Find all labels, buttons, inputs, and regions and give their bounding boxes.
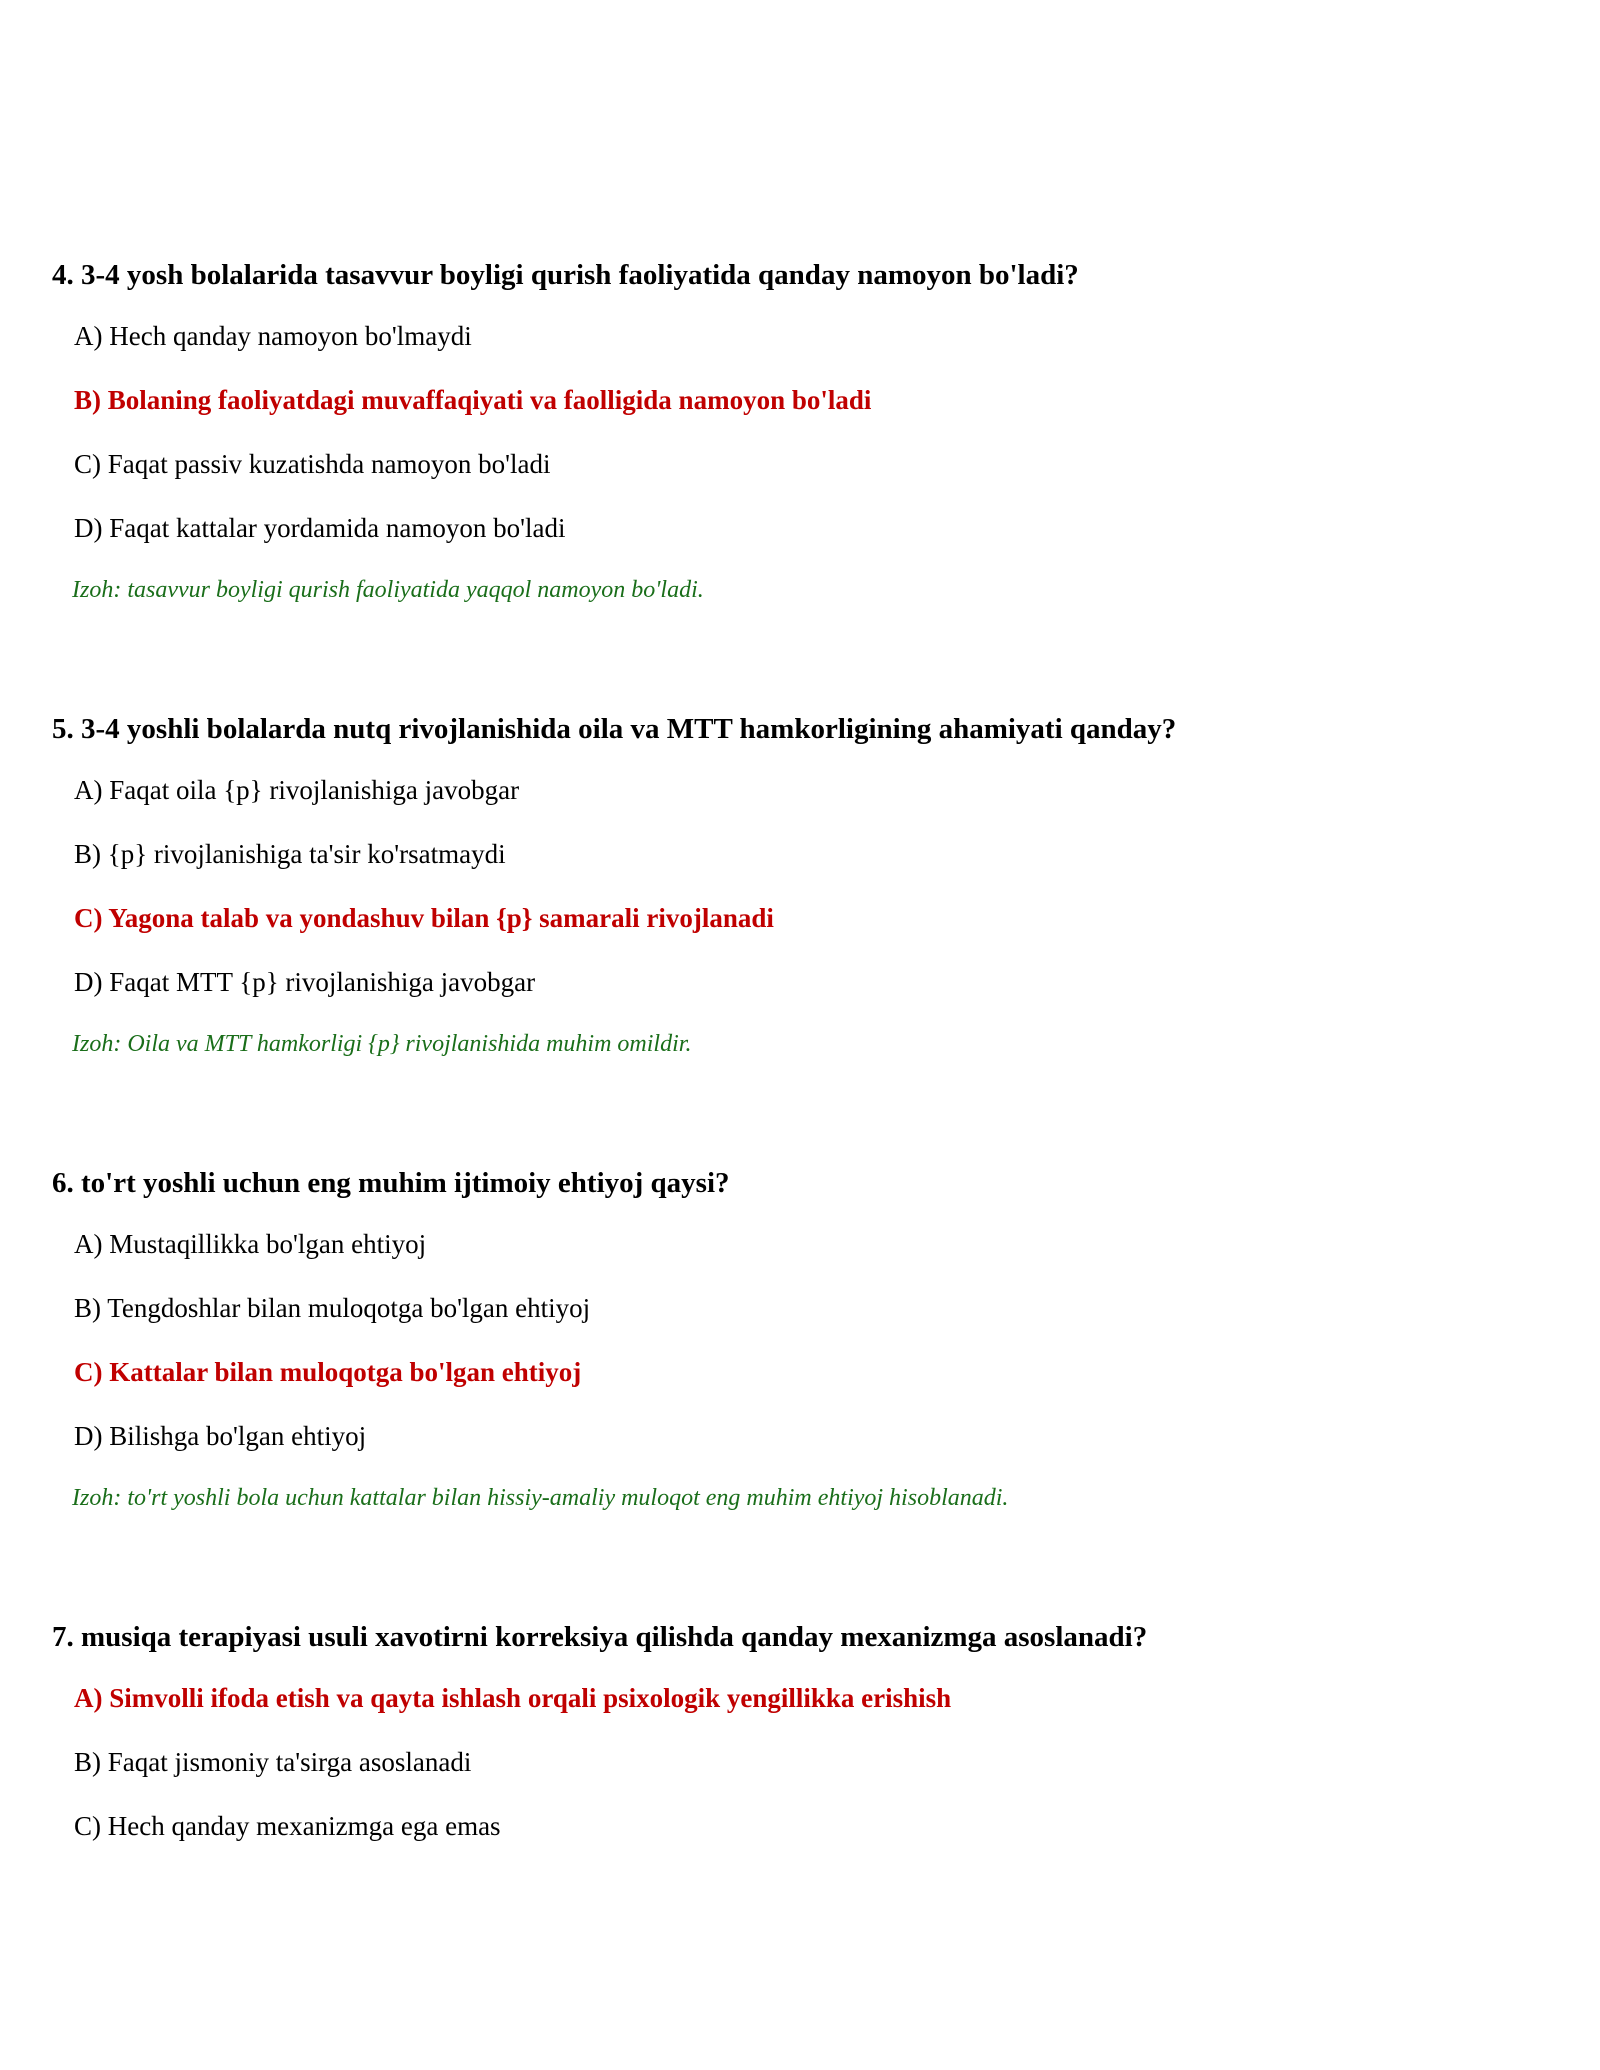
question-title: 6. to'rt yoshli uchun eng muhim ijtimoiy ehtiyoj qaysi? bbox=[52, 1167, 730, 1199]
option-b: B) {p} rivojlanishiga ta'sir ko'rsatmaydi bbox=[74, 839, 506, 869]
explanation-note: Izoh: Oila va MTT hamkorligi {p} rivojlanishida muhim omildir. bbox=[72, 1031, 692, 1057]
option-a: A) Hech qanday namoyon bo'lmaydi bbox=[74, 321, 472, 351]
option-b: B) Tengdoshlar bilan muloqotga bo'lgan ehtiyoj bbox=[74, 1293, 591, 1323]
question-title: 4. 3-4 yosh bolalarida tasavvur boyligi qurish faoliyatida qanday namoyon bo'ladi? bbox=[52, 259, 1079, 291]
option-b-correct: B) Bolaning faoliyatdagi muvaffaqiyati va faolligida namoyon bo'ladi bbox=[74, 385, 872, 415]
explanation-note: Izoh: tasavvur boyligi qurish faoliyatida yaqqol namoyon bo'ladi. bbox=[72, 577, 704, 603]
question-title: 5. 3-4 yoshli bolalarda nutq rivojlanishida oila va MTT hamkorligining ahamiyati qanday? bbox=[52, 713, 1177, 745]
option-a-correct: A) Simvolli ifoda etish va qayta ishlash orqali psixologik yengillikka erishish bbox=[74, 1683, 952, 1713]
option-d: D) Bilishga bo'lgan ehtiyoj bbox=[74, 1421, 367, 1451]
option-c-correct: C) Yagona talab va yondashuv bilan {p} samarali rivojlanadi bbox=[74, 903, 774, 933]
option-c: C) Hech qanday mexanizmga ega emas bbox=[74, 1811, 501, 1841]
question-7 bbox=[52, 1620, 1552, 1873]
option-b: B) Faqat jismoniy ta'sirga asoslanadi bbox=[74, 1747, 472, 1777]
option-d: D) Faqat kattalar yordamida namoyon bo'ladi bbox=[74, 513, 566, 543]
option-a: A) Mustaqillikka bo'lgan ehtiyoj bbox=[74, 1229, 427, 1259]
explanation-note: Izoh: to'rt yoshli bola uchun kattalar bilan hissiy-amaliy muloqot eng muhim ehtiyoj hisoblanadi. bbox=[72, 1485, 1009, 1511]
question-5 bbox=[52, 712, 1552, 1059]
question-6 bbox=[52, 1166, 1552, 1513]
option-c-correct: C) Kattalar bilan muloqotga bo'lgan ehtiyoj bbox=[74, 1357, 582, 1387]
question-title: 7. musiqa terapiyasi usuli xavotirni korreksiya qilishda qanday mexanizmga asoslanadi? bbox=[52, 1621, 1148, 1653]
option-d: D) Faqat MTT {p} rivojlanishiga javobgar bbox=[74, 967, 536, 997]
question-4 bbox=[52, 258, 1552, 605]
option-c: C) Faqat passiv kuzatishda namoyon bo'ladi bbox=[74, 449, 551, 479]
option-a: A) Faqat oila {p} rivojlanishiga javobgar bbox=[74, 775, 520, 805]
